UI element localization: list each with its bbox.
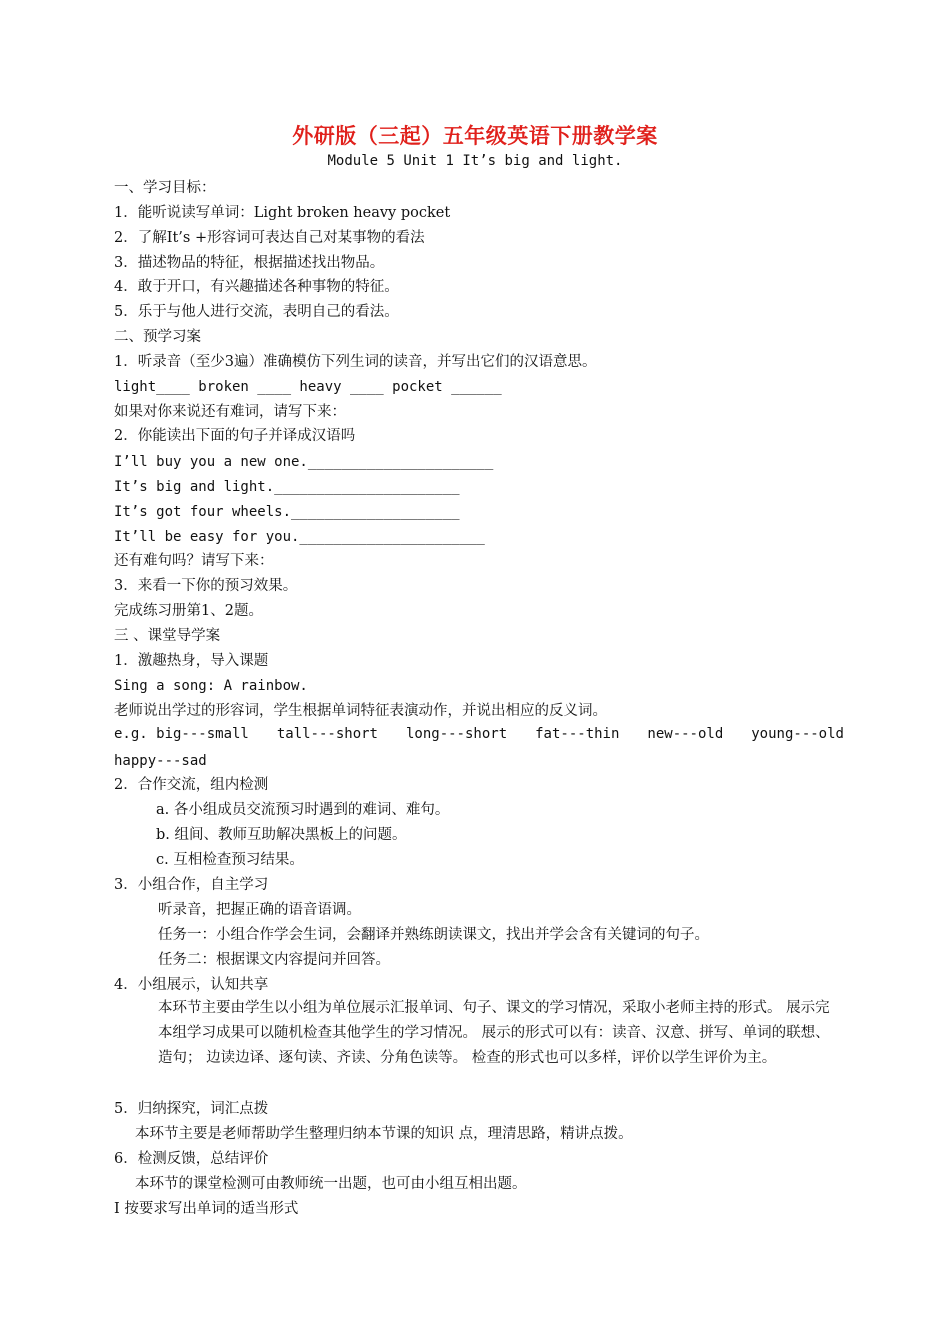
step-item: 听录音，把握正确的语音语调。: [158, 902, 361, 918]
document-subtitle: Module 5 Unit 1 It’s big and light.: [327, 153, 623, 169]
example-pairs: [114, 726, 844, 742]
step-item: b. 组间、教师互助解决黑板上的问题。: [156, 827, 407, 843]
step-heading: 5．归纳探究，词汇点拨: [114, 1101, 269, 1117]
vocab-blanks: light____ broken ____ heavy ____ pocket ______: [114, 379, 502, 395]
example-pair: fat---thin: [535, 726, 620, 742]
goal-item: 5．乐于与他人进行交流，表明自己的看法。: [114, 304, 399, 320]
preview-question-2: 2．你能读出下面的句子并译成汉语吗: [114, 428, 356, 444]
goal-item: 2．了解It’s +形容词可表达自己对某事物的看法: [114, 230, 425, 246]
goal-item: 4．敢于开口，有兴趣描述各种事物的特征。: [114, 279, 399, 295]
preview-question-1: 1．听录音（至少3遍）准确模仿下列生词的读音，并写出它们的汉语意思。: [114, 354, 597, 370]
goal-item: 1．能听说读写单词：Light broken heavy pocket: [114, 205, 451, 221]
step-heading: 6．检测反馈，总结评价: [114, 1151, 269, 1167]
example-pair: new---old: [647, 726, 724, 742]
step-item: 任务一：小组合作学会生词，会翻译并熟练朗读课文，找出并学会含有关键词的句子。: [158, 927, 709, 943]
step-text: 本环节的课堂检测可由教师统一出题，也可由小组互相出题。: [135, 1176, 527, 1192]
document-title: 外研版（三起）五年级英语下册教学案: [292, 124, 658, 148]
example-pair: happy---sad: [114, 753, 207, 769]
goal-item: 3．描述物品的特征，根据描述找出物品。: [114, 255, 385, 271]
step-paragraph-text: 本环节主要由学生以小组为单位展示汇报单词、句子、课文的学习情况，采取小老师主持的形式。 展示完本组学习成果可以随机检查其他学生的学习情况。 展示的形式可以有：读音、汉意、拼写、单词的联想、造句； 边读边译、逐句读、齐读、分角色读等。 检查的形式也可以多样，评价以学生评价为主。: [158, 1000, 830, 1066]
preview-note: 完成练习册第1、2题。: [114, 603, 263, 619]
step-heading: 1．激趣热身，导入课题: [114, 653, 269, 669]
preview-note: 如果对你来说还有难词，请写下来：: [114, 404, 346, 420]
example-pair: young---old: [751, 726, 844, 742]
step-item: 任务二：根据课文内容提问并回答。: [158, 952, 390, 968]
step-heading: 4．小组展示，认知共享: [114, 977, 269, 993]
song-line: Sing a song: A rainbow.: [114, 678, 308, 694]
preview-question-3: 3．来看一下你的预习效果。: [114, 578, 298, 594]
step-paragraph: [114, 996, 844, 1071]
sentence-item: I’ll buy you a new one.______________________: [114, 454, 494, 470]
step-item: a. 各小组成员交流预习时遇到的难词、难句。: [156, 802, 450, 818]
step-text: 老师说出学过的形容词，学生根据单词特征表演动作，并说出相应的反义词。: [114, 703, 607, 719]
step-heading: 3．小组合作，自主学习: [114, 877, 269, 893]
section-heading-goals: 一、学习目标：: [114, 180, 216, 196]
step-heading: 2．合作交流，组内检测: [114, 777, 269, 793]
step-text: 本环节主要是老师帮助学生整理归纳本节课的知识 点，理清思路，精讲点拨。: [135, 1126, 633, 1142]
section-heading-preview: 二、预学习案: [114, 329, 201, 345]
exercise-heading: Ⅰ 按要求写出单词的适当形式: [114, 1201, 299, 1217]
sentence-item: It’ll be easy for you.______________________: [114, 529, 485, 545]
example-pair: long---short: [405, 726, 508, 742]
step-item: c. 互相检查预习结果。: [156, 852, 304, 868]
example-pair: e.g. big---small: [114, 726, 249, 742]
sentence-item: It’s big and light.______________________: [114, 479, 460, 495]
example-pair: tall---short: [276, 726, 378, 742]
section-heading-class: 三 、课堂导学案: [114, 628, 221, 644]
preview-note: 还有难句吗？请写下来：: [114, 553, 274, 569]
sentence-item: It’s got four wheels.____________________: [114, 504, 460, 520]
